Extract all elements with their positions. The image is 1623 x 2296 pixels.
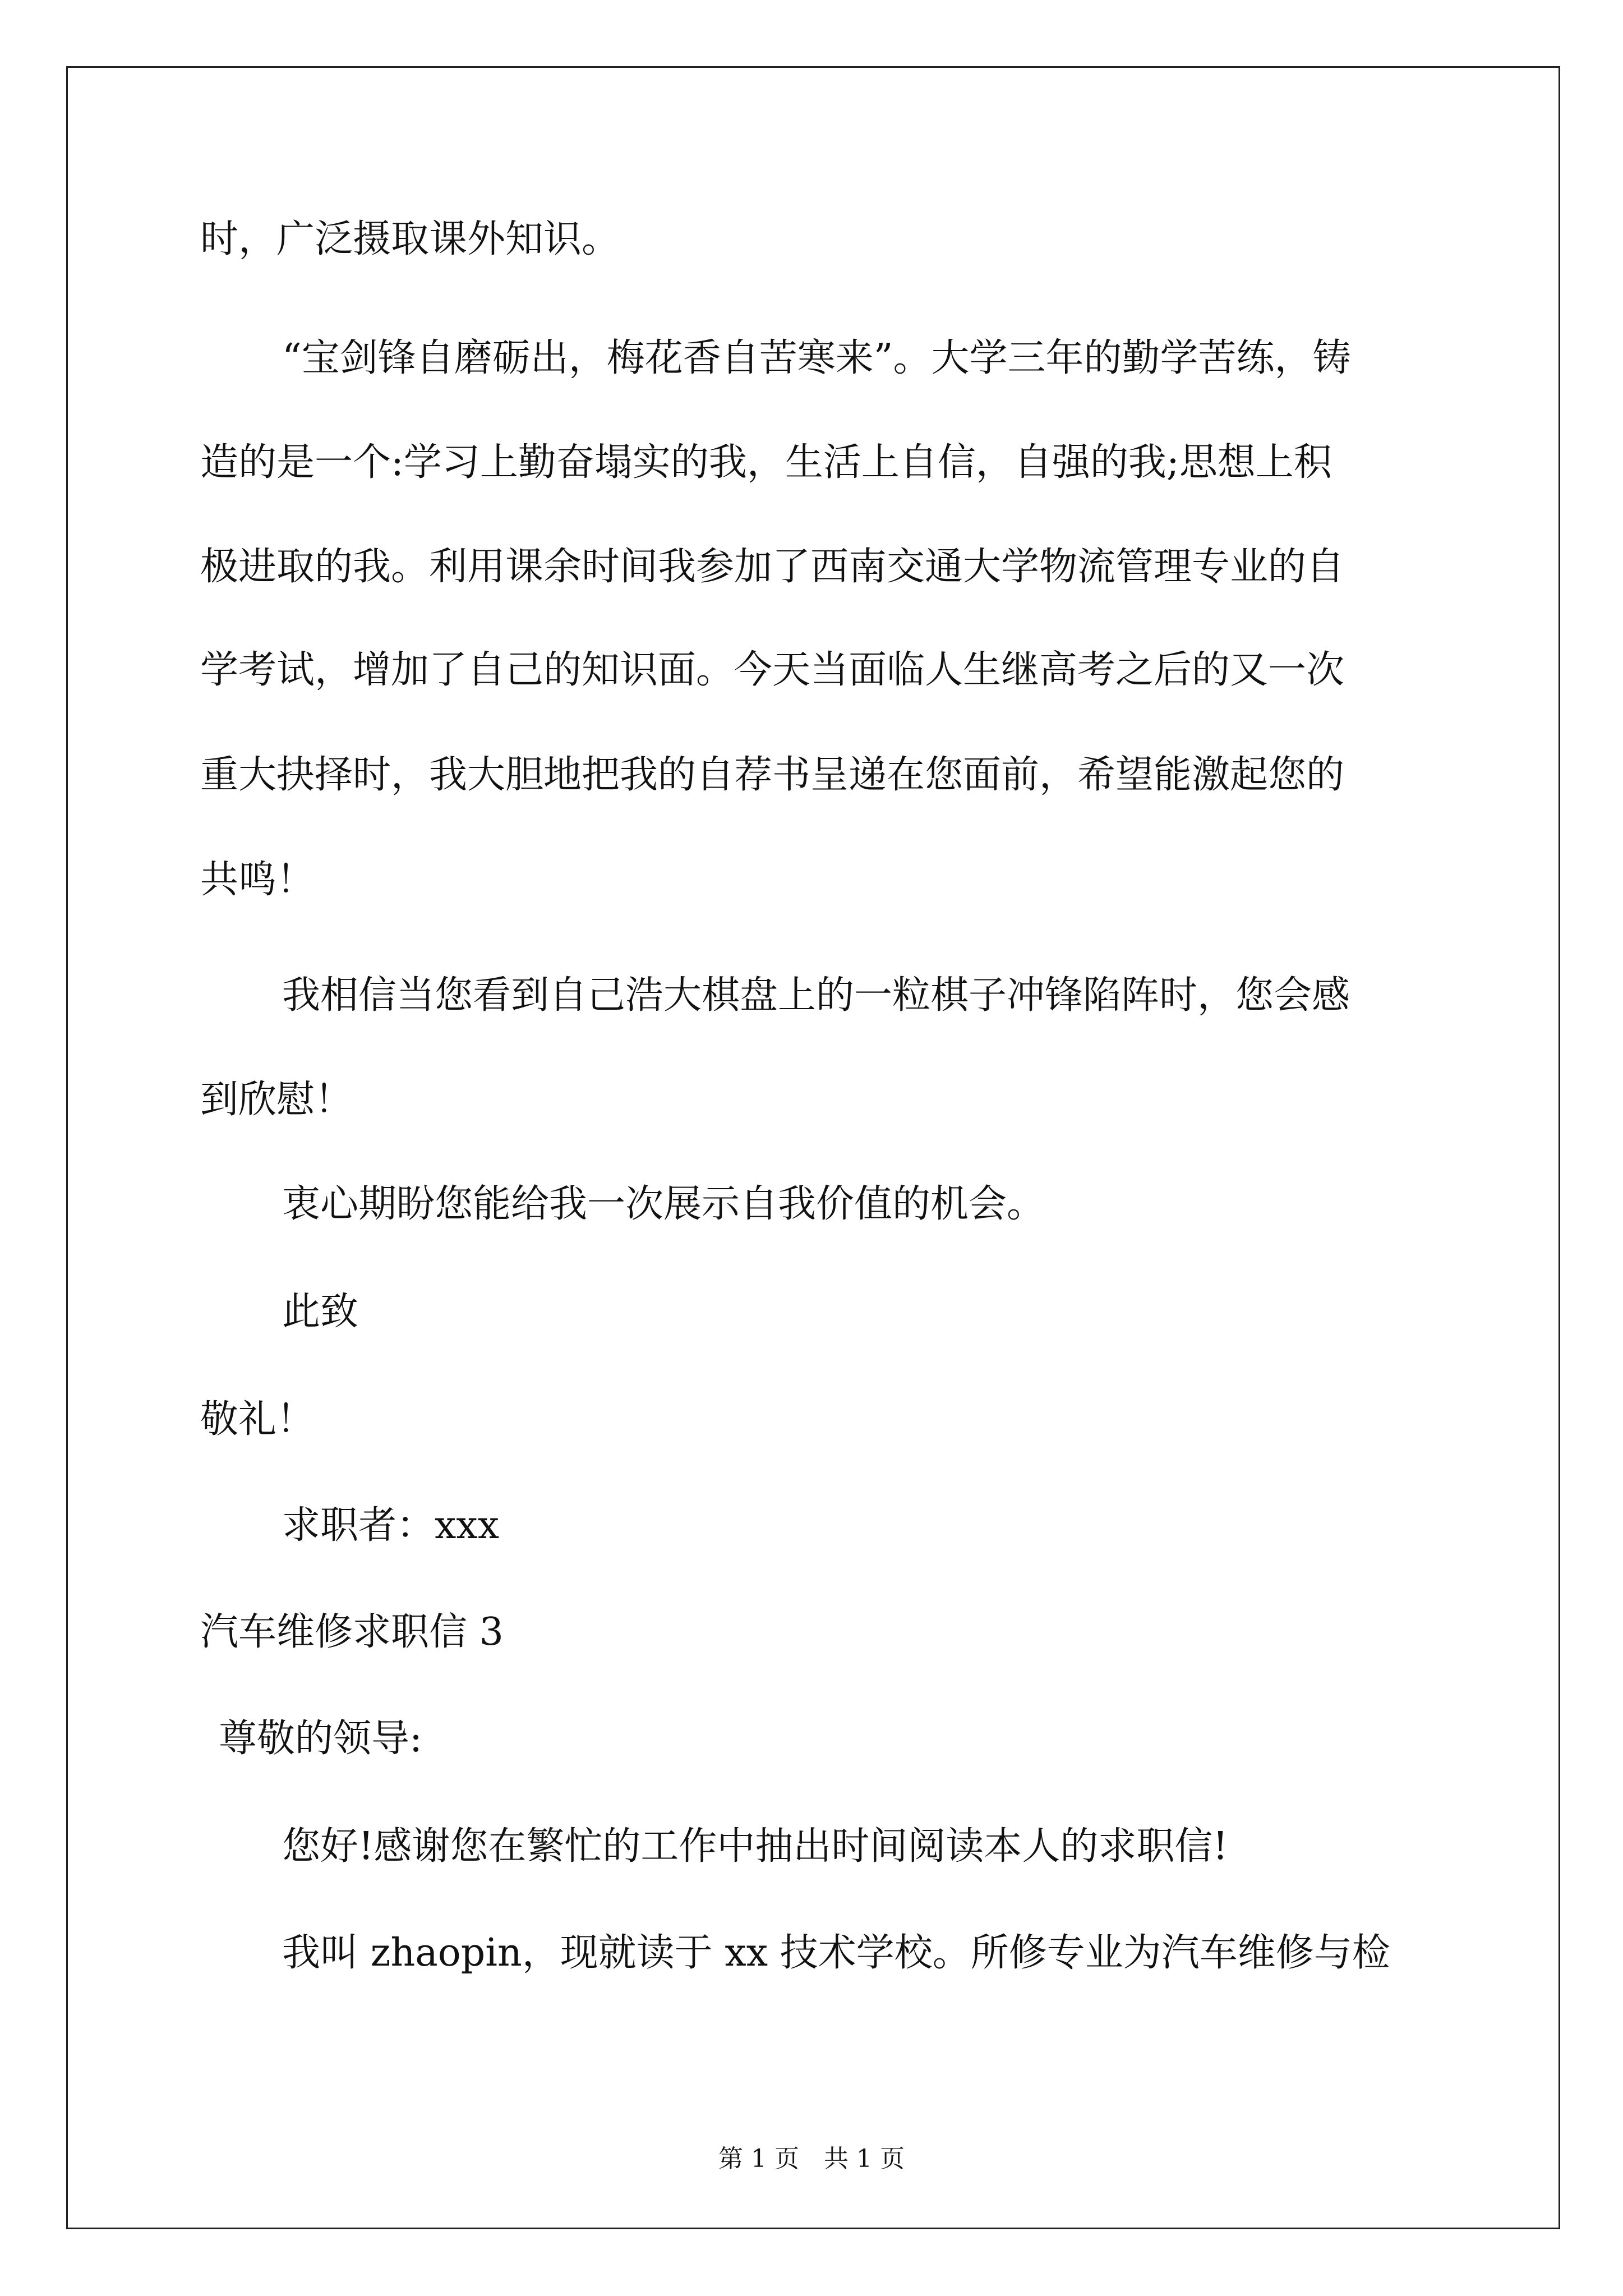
text-line-1: 时，广泛摄取课外知识。 [200, 217, 620, 261]
text-line-3: 造的是一个:学习上勤奋塌实的我，生活上自信，自强的我;思想上积 [200, 440, 1332, 485]
text-line-10: 衷心期盼您能给我一次展示自我价值的机会。 [282, 1182, 1045, 1226]
text-line-7: 共鸣！ [200, 858, 315, 902]
page-footer: 第 1 页 共 1 页 [718, 2145, 905, 2173]
text-line-9: 到欣慰！ [200, 1078, 353, 1122]
text-line-6: 重大抉择时，我大胆地把我的自荐书呈递在您面前，希望能激起您的 [200, 753, 1345, 797]
page-border [66, 66, 1560, 2229]
text-line-11: 此致 [282, 1290, 359, 1334]
text-line-15: 尊敬的领导: [219, 1717, 422, 1761]
text-line-17: 我叫 zhaopin，现就读于 xx 技术学校。所修专业为汽车维修与检 [282, 1931, 1390, 1975]
text-line-4: 极进取的我。利用课余时间我参加了西南交通大学物流管理专业的自 [200, 545, 1345, 589]
text-line-12: 敬礼！ [200, 1397, 315, 1442]
text-line-16: 您好!感谢您在繁忙的工作中抽出时间阅读本人的求职信! [282, 1824, 1228, 1869]
text-line-5: 学考试，增加了自己的知识面。今天当面临人生继高考之后的又一次 [200, 648, 1345, 692]
text-line-13: 求职者：xxx [282, 1503, 500, 1548]
text-line-14: 汽车维修求职信 3 [200, 1610, 504, 1654]
text-line-8: 我相信当您看到自己浩大棋盘上的一粒棋子冲锋陷阵时，您会感 [282, 973, 1350, 1018]
text-line-2: “宝剑锋自磨砺出，梅花香自苦寒来”。大学三年的勤学苦练，铸 [282, 336, 1351, 380]
